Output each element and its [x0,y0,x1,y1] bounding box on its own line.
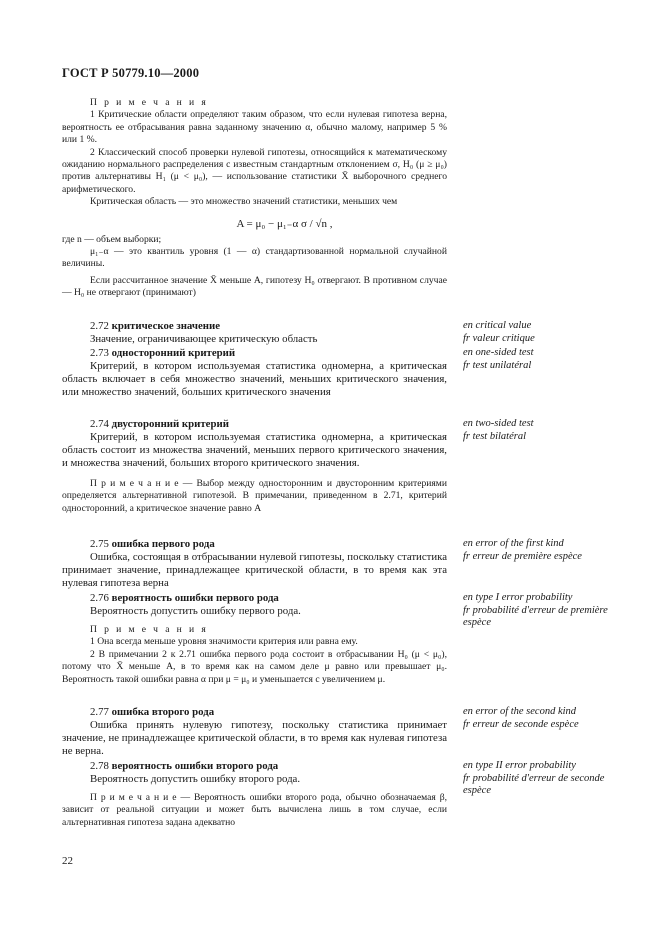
term-2-72 [62,320,447,346]
note-2: 2 Классический способ проверки нулевой гипотезы, относящийся к математическому ожиданию нормального распределения с известным стандартным отклонением σ, H₀ (μ ≥ μ₀) против альтернативы H₁ (μ < μ₀), — использование статистики X̄ выборочного среднего арифметического. [62,146,447,195]
term-2-73-translations [463,347,613,372]
term-note: П р и м е ч а н и е — Выбор между односторонним и двусторонним критериями определяется альтернативной гипотезой. В примечании, приведенном в 2.71, критерий односторонний, а критическое значение равно A [62,478,447,514]
translation-en: en error of the first kind [463,538,564,549]
term-name: двусторонний критерий [111,418,229,430]
translation-en: en error of the second kind [463,706,577,717]
term-note: П р и м е ч а н и е — Вероятность ошибки второго рода, обычно обозначаемая β, зависит от реальной ситуации и может быть вычислена лишь в том случае, если альтернативная гипотеза задана адекватно [62,792,447,828]
reject-rule: Если рассчитанное значение X̄ меньше A, гипотезу H₀ отвергают. В противном случае — H₀ не отвергают (принимают) [62,274,447,299]
term-2-73 [62,347,447,399]
notes-heading: П р и м е ч а н и я [90,624,209,635]
term-number: 2.78 [90,760,109,772]
standard-header: ГОСТ Р 50779.10—2000 [62,66,200,80]
translation-en: en critical value [463,320,532,331]
term-2-74-translations [463,418,613,443]
term-name: критическое значение [111,320,220,332]
translation-fr: fr test unilatéral [463,359,532,371]
translation-fr: fr erreur de seconde espèce [463,718,579,730]
term-number: 2.76 [90,592,109,604]
note-2: 2 В примечании 2 к 2.71 ошибка первого рода состоит в отбрасывании H₀ (μ < μ₀), потому что X̄ меньше A, в то время как на самом деле μ равно или превышает μ₀. Вероятность такой ошибки равна α при μ = μ₀ и уменьшается с увеличением μ. [62,648,447,685]
term-number: 2.73 [90,347,109,359]
term-definition: Критерий, в котором используемая статистика одномерна, а критическая область состоит из множества значений, меньших первого критического значения, и множества значений, больших второго критического значения. [62,431,447,469]
term-2-74 [62,418,447,515]
term-definition: Вероятность допустить ошибку второго рода. [90,773,301,785]
critical-region-text: Критическая область — это множество значений статистики, меньших чем [90,196,398,208]
term-name: ошибка второго рода [111,706,215,718]
term-definition: Значение, ограничивающее критическую область [90,333,318,345]
translation-en: en two-sided test [463,418,534,429]
term-number: 2.72 [90,320,109,332]
term-name: ошибка первого рода [111,538,215,550]
notes-heading: П р и м е ч а н и я [90,97,209,108]
note-1: 1 Критические области определяют таким образом, что если нулевая гипотеза верна, вероятность ее отбрасывания равна заданному значению α, обычно малому, например 5 % или 1 %. [62,109,447,146]
term-number: 2.77 [90,706,109,718]
translation-fr: fr test bilatéral [463,430,526,442]
term-2-75-translations [463,538,613,563]
translation-en: en type II error probability [463,760,576,771]
term-name: вероятность ошибки первого рода [111,592,279,604]
translation-fr: fr valeur critique [463,332,535,344]
formula: A = μ₀ − μ₁₋α σ / √n , [236,217,333,230]
term-name: односторонний критерий [111,347,236,359]
term-2-77-translations [463,706,613,731]
term-name: вероятность ошибки второго рода [111,760,279,772]
page-number: 22 [62,855,73,867]
term-2-76 [62,592,447,686]
term-2-77 [62,706,447,758]
where-n: где n — объем выборки; [62,233,162,245]
term-definition: Критерий, в котором используемая статистика одномерна, а критическая область включает в себя множество значений, меньших критического значения, или множество значений, больших критического значения [62,360,447,398]
term-2-76-translations [463,592,613,630]
term-definition: Вероятность допустить ошибку первого рода. [90,605,301,617]
translation-fr: fr erreur de première espèce [463,550,582,562]
term-definition: Ошибка принять нулевую гипотезу, поскольку статистика принимает значение, не принадлежащее критической области, в то время как нулевая гипотеза не верна. [62,719,447,757]
term-number: 2.75 [90,538,109,550]
term-2-78-translations [463,760,613,798]
where-mu: μ₁₋α — это квантиль уровня (1 — α) стандартизованной нормальной случайной величины. [62,246,447,270]
translation-en: en type I error probability [463,592,573,603]
translation-en: en one-sided test [463,347,534,358]
term-number: 2.74 [90,418,109,430]
term-definition: Ошибка, состоящая в отбрасывании нулевой гипотезы, поскольку статистика принимает значение, принадлежащее критической области, в то время как эта нулевая гипотеза верна [62,551,447,589]
translation-fr: fr probabilité d'erreur de première espèce [463,604,608,628]
term-2-72-translations [463,320,613,345]
term-2-78 [62,760,447,829]
notes-block-1 [62,97,447,300]
note-1: 1 Она всегда меньше уровня значимости критерия или равна ему. [90,636,358,648]
term-2-75 [62,538,447,590]
translation-fr: fr probabilité d'erreur de seconde espèce [463,772,605,796]
